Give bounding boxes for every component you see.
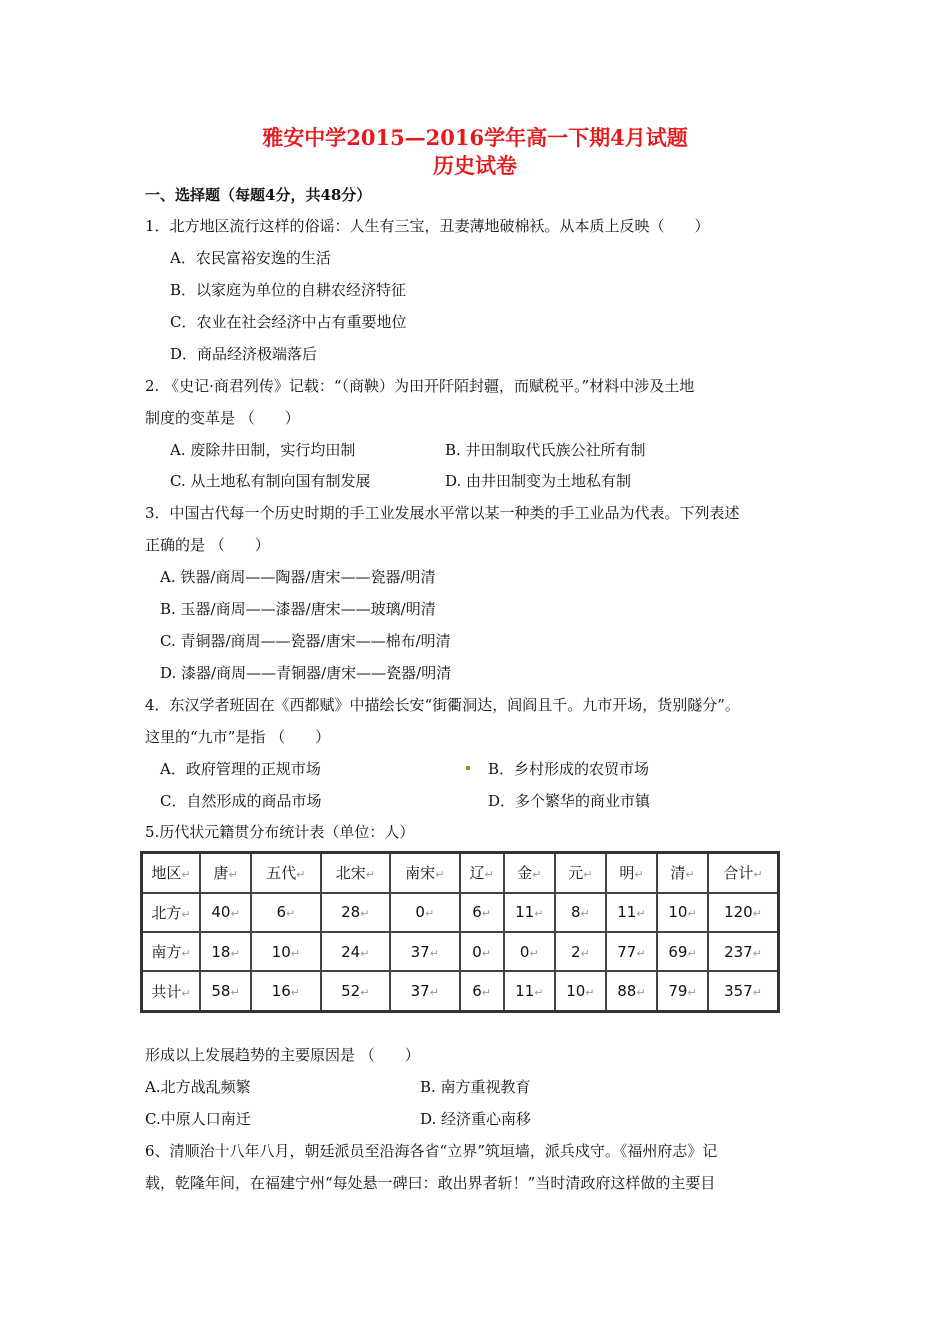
cell-return-mark: ↵ — [484, 868, 494, 882]
table-cell — [251, 932, 320, 971]
table-row-label — [142, 932, 201, 971]
cell-return-mark: ↵ — [634, 868, 644, 882]
table-cell — [321, 932, 390, 971]
cell-return-mark: ↵ — [360, 907, 370, 921]
table-cell — [251, 971, 320, 1011]
stray-dot-mark — [466, 766, 470, 770]
table-cell — [460, 893, 504, 932]
cell-text: 10 — [271, 942, 291, 961]
cell-return-mark: ↵ — [181, 907, 191, 921]
cell-text: 0 — [415, 903, 425, 922]
table-cell — [321, 893, 390, 932]
table-header-cell — [200, 853, 251, 893]
cell-text: 元 — [568, 864, 584, 883]
table-row-label — [142, 971, 201, 1011]
table-cell — [708, 971, 778, 1011]
table-cell — [504, 893, 555, 932]
table-row — [142, 893, 779, 932]
table-cell — [657, 932, 708, 971]
cell-return-mark: ↵ — [435, 868, 445, 882]
cell-return-mark: ↵ — [585, 986, 595, 1000]
question-3-option-b: B. 玉器/商周——漆器/唐宋——玻璃/明清 — [160, 600, 436, 618]
question-6-stem-line2: 载，乾隆年间，在福建宁州“每处悬一碑曰：敢出界者斩！”当时清政府这样做的主要目 — [145, 1174, 716, 1192]
cell-return-mark: ↵ — [290, 986, 300, 1000]
question-5-option-c: C.中原人口南迁 — [145, 1110, 251, 1128]
cell-text: 唐 — [213, 864, 229, 883]
cell-return-mark: ↵ — [687, 986, 697, 1000]
question-1-option-b: B．以家庭为单位的自耕农经济特征 — [170, 281, 407, 299]
cell-text: 11 — [515, 982, 535, 1001]
cell-return-mark: ↵ — [687, 907, 697, 921]
table-row — [142, 971, 779, 1011]
cell-text: 40 — [211, 903, 231, 922]
table-header-cell — [606, 853, 657, 893]
cell-text: 16 — [271, 982, 291, 1001]
cell-return-mark: ↵ — [580, 907, 590, 921]
cell-return-mark: ↵ — [429, 946, 439, 960]
table-cell — [251, 893, 320, 932]
cell-text: 南方 — [151, 943, 182, 962]
table-cell — [555, 932, 606, 971]
cell-text: 共计 — [151, 982, 182, 1001]
cell-text: 合计 — [723, 864, 754, 883]
cell-text: 8 — [570, 903, 581, 922]
cell-text: 明 — [619, 864, 635, 883]
cell-text: 11 — [515, 903, 535, 922]
cell-return-mark: ↵ — [481, 986, 492, 1000]
cell-text: 0 — [472, 942, 482, 961]
table-cell — [606, 971, 657, 1011]
cell-text: 88 — [617, 982, 637, 1001]
table-row — [142, 932, 779, 971]
table-header-cell — [708, 853, 778, 893]
question-6-stem-line1: 6、清顺治十八年八月，朝廷派员至沿海各省“立界”筑垣墙，派兵戍守。《福州府志》记 — [145, 1142, 718, 1160]
table-cell — [390, 971, 459, 1011]
cell-text: 金 — [517, 864, 533, 883]
cell-return-mark: ↵ — [752, 907, 762, 921]
cell-return-mark: ↵ — [181, 986, 191, 1000]
cell-return-mark: ↵ — [365, 868, 375, 882]
question-4-option-a: A．政府管理的正规市场 — [160, 760, 321, 778]
question-2-stem-line1: 2. 《史记·商君列传》记载：“（商鞅）为田开阡陌封疆，而赋税平。”材料中涉及土地 — [145, 377, 695, 395]
cell-text: 58 — [211, 982, 231, 1001]
table-row-label — [142, 893, 201, 932]
question-5-option-d: D. 经济重心南移 — [420, 1110, 532, 1128]
question-3-option-d: D. 漆器/商周——青铜器/唐宋——瓷器/明清 — [160, 664, 452, 682]
question-5-option-a: A.北方战乱频繁 — [145, 1078, 251, 1096]
cell-return-mark: ↵ — [529, 946, 539, 960]
cell-return-mark: ↵ — [687, 946, 697, 960]
question-4-option-d: D．多个繁华的商业市镇 — [488, 792, 651, 810]
table-cell — [321, 971, 390, 1011]
table-cell — [708, 893, 778, 932]
question-5-stem: 5.历代状元籍贯分布统计表（单位：人） — [145, 823, 415, 841]
table-cell — [390, 893, 459, 932]
cell-return-mark: ↵ — [580, 946, 590, 960]
cell-text: 357 — [724, 982, 753, 1001]
table-cell — [200, 932, 251, 971]
cell-return-mark: ↵ — [230, 986, 240, 1000]
question-4-option-b: B．乡村形成的农贸市场 — [488, 760, 650, 778]
table-header-cell — [321, 853, 390, 893]
cell-return-mark: ↵ — [636, 986, 646, 1000]
table-cell — [606, 893, 657, 932]
cell-return-mark: ↵ — [685, 868, 695, 882]
cell-return-mark: ↵ — [429, 986, 439, 1000]
cell-return-mark: ↵ — [424, 907, 435, 921]
cell-return-mark: ↵ — [290, 946, 300, 960]
table-cell — [390, 932, 459, 971]
table-cell — [200, 893, 251, 932]
cell-text: 28 — [341, 903, 361, 922]
cell-return-mark: ↵ — [230, 946, 240, 960]
cell-text: 52 — [341, 982, 361, 1001]
statistics-table — [140, 851, 780, 1013]
table-header-cell — [460, 853, 504, 893]
cell-text: 辽 — [469, 864, 485, 883]
table-cell — [460, 971, 504, 1011]
cell-text: 10 — [566, 982, 586, 1001]
cell-text: 37 — [410, 942, 430, 961]
cell-return-mark: ↵ — [230, 907, 240, 921]
cell-text: 五代 — [266, 864, 297, 883]
cell-text: 79 — [668, 982, 688, 1001]
question-3-option-a: A. 铁器/商周——陶器/唐宋——瓷器/明清 — [160, 568, 436, 586]
cell-text: 地区 — [151, 864, 182, 883]
question-1-stem: 1．北方地区流行这样的俗谣：人生有三宝，丑妻薄地破棉袄。从本质上反映（ ） — [145, 217, 710, 235]
cell-return-mark: ↵ — [360, 986, 370, 1000]
cell-text: 6 — [472, 982, 482, 1001]
table-cell — [555, 971, 606, 1011]
question-5-option-b: B. 南方重视教育 — [420, 1078, 531, 1096]
exam-title: 雅安中学2015—2016学年高一下期4月试题 — [262, 125, 688, 150]
table-cell — [657, 893, 708, 932]
cell-text: 77 — [617, 942, 637, 961]
cell-return-mark: ↵ — [534, 907, 544, 921]
question-2-option-a: A. 废除井田制，实行均田制 — [170, 441, 356, 459]
cell-text: 18 — [211, 942, 231, 961]
cell-text: 北方 — [151, 903, 182, 922]
cell-text: 北宋 — [335, 864, 366, 883]
cell-return-mark: ↵ — [181, 947, 191, 961]
table-header-cell — [555, 853, 606, 893]
table-header-row — [142, 853, 779, 893]
cell-return-mark: ↵ — [228, 868, 238, 882]
table-header-cell — [142, 853, 201, 893]
cell-text: 24 — [341, 942, 361, 961]
cell-text: 6 — [276, 903, 286, 922]
cell-text: 6 — [472, 903, 482, 922]
table-header-cell — [657, 853, 708, 893]
table-cell — [708, 932, 778, 971]
cell-return-mark: ↵ — [481, 907, 492, 921]
cell-return-mark: ↵ — [752, 986, 762, 1000]
question-2-stem-line2: 制度的变革是 （ ） — [145, 409, 300, 427]
cell-return-mark: ↵ — [181, 868, 191, 882]
table-cell — [200, 971, 251, 1011]
cell-return-mark: ↵ — [296, 868, 306, 882]
cell-return-mark: ↵ — [534, 986, 544, 1000]
cell-text: 2 — [570, 942, 581, 961]
table-cell — [504, 932, 555, 971]
question-5-stem-line2: 形成以上发展趋势的主要原因是 （ ） — [145, 1046, 420, 1064]
question-1-option-d: D．商品经济极端落后 — [170, 345, 318, 363]
question-1-option-a: A．农民富裕安逸的生活 — [170, 249, 331, 267]
cell-return-mark: ↵ — [285, 907, 296, 921]
cell-return-mark: ↵ — [481, 946, 492, 960]
table-cell — [606, 932, 657, 971]
table-cell — [504, 971, 555, 1011]
cell-text: 0 — [519, 942, 530, 961]
cell-text: 11 — [617, 903, 637, 922]
question-3-option-c: C. 青铜器/商周——瓷器/唐宋——棉布/明清 — [160, 632, 451, 650]
cell-return-mark: ↵ — [636, 907, 646, 921]
cell-text: 10 — [668, 903, 688, 922]
exam-subtitle: 历史试卷 — [433, 153, 517, 178]
table-cell — [555, 893, 606, 932]
cell-return-mark: ↵ — [752, 946, 762, 960]
cell-text: 清 — [670, 864, 686, 883]
question-2-option-c: C. 从土地私有制向国有制发展 — [170, 472, 371, 490]
question-2-option-d: D. 由井田制变为土地私有制 — [445, 472, 632, 490]
table-header-cell — [504, 853, 555, 893]
question-3-stem-line2: 正确的是 （ ） — [145, 536, 270, 554]
question-4-option-c: C．自然形成的商品市场 — [160, 792, 322, 810]
table-cell — [460, 932, 504, 971]
question-3-stem-line1: 3．中国古代每一个历史时期的手工业发展水平常以某一种类的手工业品为代表。下列表述 — [145, 504, 740, 522]
cell-return-mark: ↵ — [360, 946, 370, 960]
cell-text: 120 — [724, 903, 753, 922]
cell-text: 南宋 — [405, 864, 436, 883]
cell-text: 69 — [668, 942, 688, 961]
table-header-cell — [390, 853, 459, 893]
question-4-stem-line2: 这里的“九市”是指 （ ） — [145, 728, 331, 746]
cell-return-mark: ↵ — [583, 868, 593, 882]
question-4-stem-line1: 4．东汉学者班固在《西都赋》中描绘长安“街衢洞达，闾阎且千。九市开场，货别隧分”。 — [145, 696, 740, 714]
cell-return-mark: ↵ — [636, 946, 646, 960]
table-header-cell — [251, 853, 320, 893]
question-2-option-b: B. 井田制取代氏族公社所有制 — [445, 441, 646, 459]
table-cell — [657, 971, 708, 1011]
cell-return-mark: ↵ — [532, 868, 542, 882]
section-heading: 一、选择题（每题4分，共48分） — [145, 186, 372, 204]
cell-text: 237 — [724, 942, 753, 961]
cell-return-mark: ↵ — [753, 868, 763, 882]
cell-text: 37 — [410, 982, 430, 1001]
question-1-option-c: C．农业在社会经济中占有重要地位 — [170, 313, 407, 331]
